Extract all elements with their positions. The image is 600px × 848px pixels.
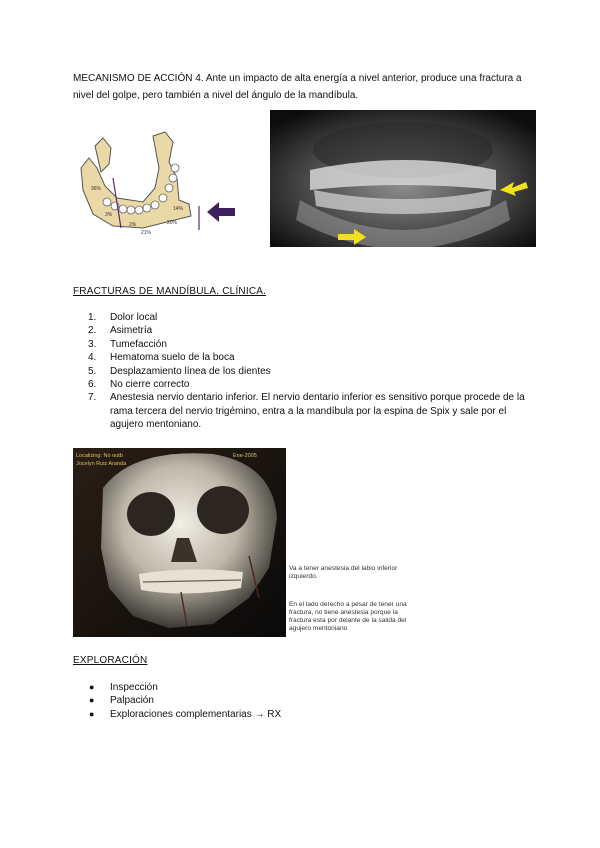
section-title-exploracion: EXPLORACIÓN xyxy=(73,655,148,666)
list-item: ● Inspección xyxy=(89,682,158,693)
caption-second: En el lado derecho a pesar de tener una fractura, no tiene anestesia porque la fractura esta por delante de la salida del agujero mentoniano xyxy=(289,601,407,632)
ct-overlay-right: Ene-2005 xyxy=(233,453,257,459)
impact-arrow-icon xyxy=(207,202,235,222)
list-item: 4. Hematoma suelo de la boca xyxy=(88,352,235,364)
exploracion-list xyxy=(73,681,533,721)
mandible-fracture-diagram xyxy=(73,128,238,240)
orbit-left xyxy=(197,486,249,534)
list-item: 6. No cierre correcto xyxy=(88,379,190,391)
list-item: 2. Asimetría xyxy=(88,325,153,337)
mandible-diagram-svg xyxy=(73,128,238,240)
percent-label: 21% xyxy=(141,230,152,236)
caption-first: Va a tener anestesia del labio inferior izquierdo. xyxy=(289,565,398,580)
list-item: 1. Dolor local xyxy=(88,312,158,323)
orbit-right xyxy=(127,492,175,536)
clinica-list xyxy=(73,311,533,432)
skull-svg xyxy=(73,448,286,637)
intro-text: Ante un impacto de alta energía a nivel anterior, produce una fractura a nivel del golpe, pero también a nivel del ángulo de la mandíbula. xyxy=(73,73,522,101)
list-item: ● Palpación xyxy=(89,695,154,707)
ct-overlay-left2: Jocelyn Ruiz Aranda xyxy=(76,461,127,467)
intro-paragraph xyxy=(73,70,531,104)
percent-label: 14% xyxy=(173,206,184,212)
percent-label: 36% xyxy=(91,186,102,192)
left-ramus xyxy=(95,138,111,172)
list-item: 5. Desplazamiento línea de los dientes xyxy=(88,365,271,377)
panoramic-xray-image xyxy=(270,110,536,247)
ct-skull-image xyxy=(73,448,286,637)
intro-label: MECANISMO DE ACCIÓN 4. xyxy=(73,73,204,84)
list-item: 7. Anestesia nervio dentario inferior. El nervio dentario inferior es sensitivo porque procede de la rama tercera del nervio trigémino, entra a la mandíbula por la espina de Spix y sale por el agujero mentoniano. xyxy=(88,392,525,431)
list-item: ● Exploraciones complementarias → RX xyxy=(89,708,282,720)
percent-label: 2% xyxy=(129,222,137,228)
percent-label: 20% xyxy=(167,220,178,226)
list-item: 3. Tumefacción xyxy=(88,338,167,350)
section-title-clinica: FRACTURAS DE MANDÍBULA. CLÍNICA. xyxy=(73,286,267,297)
percent-label: 3% xyxy=(105,212,113,218)
ct-overlay-left: Localizing: No outb xyxy=(76,453,123,459)
xray-svg xyxy=(270,110,536,247)
